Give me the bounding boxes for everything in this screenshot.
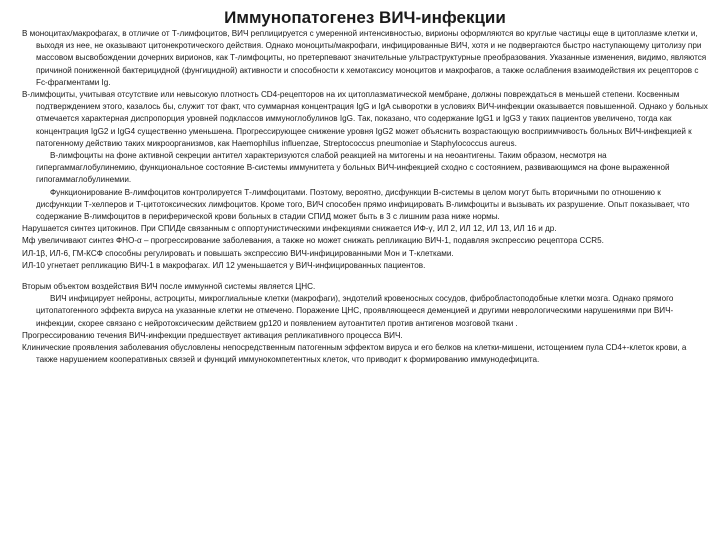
paragraph-il10: ИЛ-10 угнетает репликацию ВИЧ-1 в макрофагах. ИЛ 12 уменьшается у ВИЧ-инфицированных пациентов. bbox=[22, 260, 426, 270]
paragraph-cns: Вторым объектом воздействия ВИЧ после иммунной системы является ЦНС. bbox=[22, 282, 316, 292]
paragraph-tnf: Мф увеличивают синтез ФНО-α – прогрессирование заболевания, а также но может снижать репликацию ВИЧ-1, подавляя экспрессию рецептора CCR5. bbox=[22, 236, 604, 246]
paragraph-cns-details: ВИЧ инфицирует нейроны, астроциты, микроглиальные клетки (макрофаги), эндотелий кровеносных сосудов, фибробластоподобные клетки мозга. Однако прямого цитопатогенного эффекта вируса на указанные клетки не отмечено. Поражение ЦНС, проявляющееся деменцией и другими неврологическими нарушениями при ВИЧ-инфекции, скорее связано с нейротоксическим действием gp120 и появлением аутоантител против антигенов мозговой ткани . bbox=[36, 294, 674, 328]
paragraph-b-lymphocytes: В-лимфоциты, учитывая отсутствие или невысокую плотность CD4-рецепторов на их цитоплазматической мембране, должны повреждаться в меньшей степени. Косвенным подтверждением этого, казалось бы, служит тот факт, что суммарная концентрация IgG и IgA сыворотки в условиях ВИЧ-инфекции оказывается повышенной. Однако у больных отмечается характерная диспропорция уровней подклассов иммуноглобулинов IgG. Так, показано, что содержание IgG1 и IgG3 у таких пациентов увеличено, тогда как концентрация IgG2 и IgG4 существенно уменьшена. Прогрессирующее снижение уровня IgG2 может объяснить возрастающую восприимчивость больных ВИЧ-инфекцией к патогенному действию таких микроорганизмов, как Haemophilus influenzae, Streptococcus pneumoniae и Staphylococcus aureus. bbox=[22, 90, 708, 148]
paragraph-progression: Прогрессированию течения ВИЧ-инфекции предшествует активация репликативного процесса ВИЧ. bbox=[22, 330, 403, 340]
spacer bbox=[22, 272, 708, 281]
paragraph-b-lymphocytes-function: Функционирование В-лимфоцитов контролируется Т-лимфоцитами. Поэтому, вероятно, дисфункции В-системы в целом могут быть вторичными по отношению к дисфункции Т-хелперов и Т-цитотоксических лимфоцитов. Кроме того, ВИЧ способен прямо инфицировать В-лимфоциты и вызывать их разрушение. Опыт показывает, что содержание В-лимфоцитов в периферической крови больных в стадии СПИД может быть в 3 с лишним раза ниже нормы. bbox=[36, 187, 690, 222]
slide-title: Иммунопатогенез ВИЧ-инфекции bbox=[224, 8, 506, 27]
paragraph-il1: ИЛ-1β, ИЛ-6, ГМ-КСФ способны регулировать и повышать экспрессию ВИЧ-инфицированными Мон и Т-клетками. bbox=[22, 248, 454, 258]
paragraph-monocytes: В моноцитах/макрофагах, в отличие от Т-лимфоцитов, ВИЧ реплицируется с умеренной интенсивностью, вирионы оформляются во круглые частицы еще в цитоплазме клетки и, выходя из нее, не оказывают цитонекротического действия. Однако моноциты/макрофаги, инфицированные ВИЧ, хотя и не подвергаются быстро наступающему цитолизу при массовом высвобождении дочерних вирионов, как Т-лимфоциты, но претерпевают значительные ультраструктурные преобразования. Указанные изменения, видимо, являются причиной пониженной бактерицидной (фунгицидной) активности и способности к хемотаксису моноцитов и макрофагов, а также ослабления взаимодействия их рецепторов с Fc-фрагментами Ig. bbox=[22, 29, 707, 87]
paragraph-cytokines: Нарушается синтез цитокинов. При СПИДе связанным с оппортунистическими инфекциями снижается ИФ-γ, ИЛ 2, ИЛ 12, ИЛ 13, ИЛ 16 и др. bbox=[22, 224, 557, 234]
paragraph-clinical: Клинические проявления заболевания обусловлены непосредственным патогенным эффектом вируса и его белков на клетки-мишени, истощением пула CD4+-клеток крови, а также нарушением кооперативных связей и функций иммунокомпетентных клеток, что приводит к формированию иммунодефицита. bbox=[22, 343, 687, 365]
slide-body bbox=[22, 28, 708, 366]
paragraph-b-lymphocytes-antibodies: В-лимфоциты на фоне активной секреции антител характеризуются слабой реакцией на митогены и на неоантигены. Таким образом, несмотря на гипергаммаглобулинемию, функциональное состояние В-системы иммунитета у больных ВИЧ-инфекцией сходно с состоянием, развивающимся на фоне выраженной гипогаммаглобулинемии. bbox=[36, 151, 670, 185]
